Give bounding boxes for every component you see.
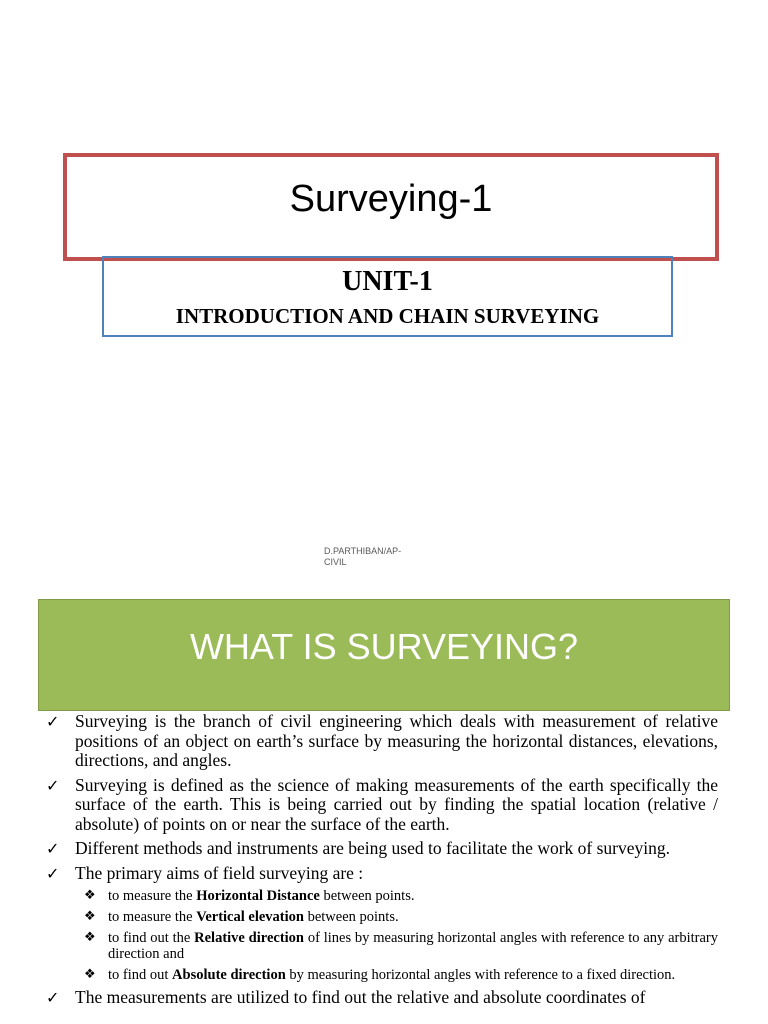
bullet-list — [46, 712, 718, 1008]
diamond-bullet-icon: ❖ — [84, 967, 96, 982]
aim-text: between points. — [303, 909, 399, 925]
aim-text: to measure the — [108, 909, 197, 925]
aim-text: of lines by measuring horizontal angles with reference to any arbitrary direction and — [108, 930, 718, 962]
author-credit — [324, 546, 434, 568]
list-item — [46, 988, 718, 1008]
aim-item — [46, 930, 718, 962]
aim-text: by measuring horizontal angles with reference to a fixed direction. — [285, 967, 676, 983]
check-icon: ✓ — [46, 988, 60, 1007]
aim-bold: Relative direction — [194, 930, 304, 946]
diamond-bullet-icon: ❖ — [84, 888, 96, 903]
author-line-2: CIVIL — [324, 557, 347, 567]
aim-text: to measure the — [108, 888, 197, 904]
aim-text: to find out the — [108, 930, 195, 946]
aim-bold: Absolute direction — [172, 967, 286, 983]
aim-bold: Vertical elevation — [196, 909, 304, 925]
bullet-text: Surveying is the branch of civil engineering which deals with measurement of relative positions of an object on earth’s surface by measuring the horizontal distances, elevations, directions, and angles. — [75, 711, 718, 770]
check-icon: ✓ — [46, 839, 60, 858]
slide-2 — [0, 590, 768, 1024]
bullet-text: The measurements are utilized to find out the relative and absolute coordinates of — [75, 987, 646, 1007]
check-icon: ✓ — [46, 712, 60, 731]
bullet-text: The primary aims of field surveying are : — [75, 862, 364, 883]
diamond-bullet-icon: ❖ — [84, 930, 96, 945]
list-item — [46, 776, 718, 835]
list-item — [46, 864, 718, 884]
aim-text: to find out — [108, 967, 173, 983]
author-line-1: D.PARTHIBAN/AP- — [324, 546, 402, 556]
aim-bold: Horizontal Distance — [196, 888, 320, 904]
bullet-text: Surveying is defined as the science of making measurements of the earth specifically the surface of the earth. This is being carried out by finding the spatial location (relative / absolute) of points on or near the surface of the earth. — [75, 774, 718, 834]
diamond-bullet-icon: ❖ — [84, 909, 96, 924]
aim-item — [46, 909, 718, 925]
unit-box — [102, 256, 673, 337]
aims-list — [46, 888, 718, 983]
list-item — [46, 712, 718, 771]
heading-banner — [38, 599, 730, 711]
aim-text: between points. — [319, 888, 415, 904]
slide-title: Surveying-1 — [289, 177, 493, 220]
unit-subtitle: INTRODUCTION AND CHAIN SURVEYING — [175, 304, 600, 328]
slide-heading: WHAT IS SURVEYING? — [189, 626, 579, 667]
check-icon: ✓ — [46, 863, 60, 883]
bullet-text: Different methods and instruments are being used to facilitate the work of surveying. — [75, 838, 670, 858]
list-item — [46, 839, 718, 859]
aim-item — [46, 967, 718, 983]
title-box — [63, 153, 719, 261]
check-icon: ✓ — [46, 775, 60, 795]
aim-item — [46, 888, 718, 904]
unit-title: UNIT-1 — [342, 266, 433, 297]
